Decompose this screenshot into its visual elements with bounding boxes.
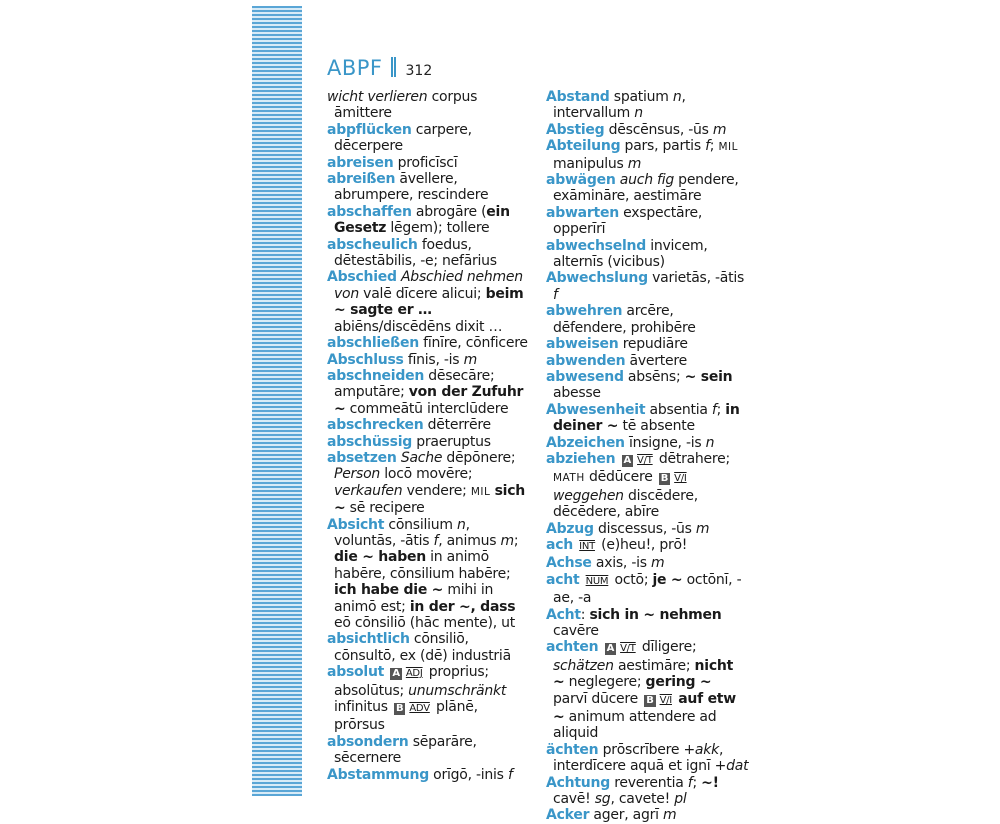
dictionary-entry <box>327 517 530 632</box>
entry-text <box>598 639 602 655</box>
page-header <box>327 56 432 86</box>
entry-text: +akk <box>683 741 719 758</box>
entry-text: MIL <box>718 141 738 154</box>
header-separator <box>391 57 396 77</box>
entry-text: abrogāre ( <box>411 203 487 220</box>
entry-headword: achten <box>546 639 599 656</box>
entry-text: corpus āmittere <box>334 89 478 122</box>
entry-text: valē dīcere alicui; <box>358 285 486 302</box>
entry-headword: absolut <box>327 664 385 681</box>
entry-text: prōscrībere <box>598 741 684 758</box>
dictionary-entry <box>546 138 749 172</box>
grammar-label: NUM <box>585 575 609 587</box>
entry-text: repudiāre <box>618 336 688 353</box>
entry-text: m <box>712 121 727 138</box>
entry-text: infinitus <box>334 699 392 716</box>
entry-text: proficīscī <box>393 154 458 171</box>
entry-text: cavē! <box>553 791 595 808</box>
entry-text: sg <box>594 791 611 808</box>
entry-headword: Abstand <box>546 89 610 105</box>
entry-headword: Abzug <box>546 520 594 537</box>
dictionary-entry <box>546 775 749 808</box>
entry-text: dēscēnsus, -ūs <box>604 121 713 138</box>
entry-headword: Abschluss <box>327 351 404 368</box>
dictionary-entry <box>546 336 749 352</box>
entry-text: m <box>500 532 514 549</box>
entry-text: dēpōnere; <box>442 449 516 466</box>
dictionary-entry <box>546 238 749 271</box>
entry-text: ; <box>716 401 726 418</box>
grammar-label: V/I <box>659 694 672 706</box>
sense-marker: A <box>392 668 400 680</box>
entry-text: ~! <box>701 774 719 791</box>
entry-text: discessus, -ūs <box>593 520 696 537</box>
entry-text: octō; <box>610 571 653 588</box>
sense-marker: B <box>660 473 669 485</box>
entry-text: reverentia <box>610 774 688 791</box>
entry-text: f <box>711 401 717 418</box>
entry-text: , cavete! <box>610 791 675 808</box>
entry-text: neglegere; <box>564 674 646 691</box>
entry-text: invicem, alternīs (vicibus) <box>553 237 708 271</box>
dictionary-entry <box>546 537 749 555</box>
grammar-label: V/I <box>674 473 687 485</box>
entry-text: m <box>651 555 665 572</box>
entry-text: abiēns/discēdēns dixit … <box>334 318 503 335</box>
entry-text: von der Zufuhr ~ <box>334 384 524 417</box>
entry-text: axis, -is <box>591 555 652 572</box>
entry-text: n <box>456 516 466 533</box>
entry-text: dēterrēre <box>423 417 491 434</box>
entry-headword: abscheulich <box>327 236 418 253</box>
entry-text: m <box>463 351 477 368</box>
entry-text: , intervallum <box>553 89 686 122</box>
dictionary-entry <box>327 767 530 783</box>
entry-text: : <box>580 606 590 623</box>
dictionary-entry <box>327 417 530 433</box>
entry-text: āvertere <box>625 352 687 369</box>
entry-text: discēdere, dēcēdere, abīre <box>553 487 698 521</box>
entry-text: gering ~ <box>645 674 712 691</box>
entry-text: ein Gesetz <box>334 203 510 237</box>
entry-headword: abwehren <box>546 303 623 320</box>
entry-text: m <box>662 807 677 824</box>
entry-headword: abreißen <box>327 171 396 188</box>
dictionary-entry <box>546 270 749 303</box>
entry-text: Abschied nehmen von <box>334 269 523 302</box>
entry-text: , interdīcere aquā et ignī <box>553 741 724 775</box>
entry-text: commeātū interclūdere <box>345 400 509 417</box>
entry-headword: Abzeichen <box>546 434 625 451</box>
entry-headword: Abwechslung <box>546 270 648 287</box>
grammar-label: ADV <box>409 703 430 715</box>
entry-headword: Abschied <box>327 269 397 286</box>
entry-text: orīgō, -inis <box>428 766 508 783</box>
entry-headword: ach <box>546 536 573 553</box>
entry-text: schätzen <box>553 657 614 674</box>
entry-text: f <box>553 286 558 303</box>
entry-text: cōnsiliō, cōnsultō, ex (dē) industriā <box>334 631 511 664</box>
entry-headword: abwarten <box>546 204 619 221</box>
entry-text: ; <box>709 138 719 155</box>
entry-text: ; <box>513 532 519 549</box>
entry-text: unumschränkt <box>408 682 507 699</box>
dictionary-entry <box>546 639 749 741</box>
dictionary-entry <box>327 664 530 734</box>
dictionary-column-left <box>327 89 530 783</box>
entry-headword: Abstieg <box>546 121 605 138</box>
dictionary-entry <box>546 402 749 435</box>
dictionary-entry <box>327 237 530 270</box>
entry-text: āvellere, abrumpere, rescindere <box>334 171 489 204</box>
entry-headword: acht <box>546 571 580 588</box>
entry-text: plānē, prōrsus <box>334 699 478 734</box>
sense-marker: B <box>395 703 404 715</box>
decorative-stripe-bar <box>252 6 302 796</box>
entry-headword: abreisen <box>327 154 394 171</box>
entry-text: pendere, exāmināre, aestimāre <box>553 172 739 205</box>
entry-headword: Acht <box>546 606 581 623</box>
dictionary-entry <box>327 734 530 767</box>
page-number: 312 <box>405 63 433 79</box>
entry-text: f <box>687 774 693 791</box>
entry-text: cōnsilium <box>384 516 457 533</box>
entry-text: octōnī, -ae, -a <box>553 571 742 607</box>
dictionary-entry <box>546 572 749 607</box>
entry-headword: abschließen <box>327 335 419 352</box>
entry-text: n <box>634 105 643 122</box>
entry-text: dēdūcere <box>584 469 657 486</box>
entry-text: f <box>507 766 513 783</box>
dictionary-entry <box>546 555 749 571</box>
entry-text: fīnis, -is <box>403 351 464 368</box>
dictionary-entry <box>546 807 749 823</box>
dictionary-entry <box>327 631 530 664</box>
entry-headword: abwechselnd <box>546 237 647 254</box>
entry-text: in animō habēre, cōnsilium habēre; <box>334 549 511 582</box>
entry-text: beim ~ sagte er … <box>334 285 524 319</box>
entry-text: absēns; <box>623 368 685 385</box>
entry-text: absentia <box>645 401 712 418</box>
entry-text: lēgem); tollere <box>386 220 490 237</box>
entry-headword: Abstammung <box>327 766 429 783</box>
entry-text: sich in ~ nehmen <box>589 606 722 623</box>
entry-headword: abziehen <box>546 450 616 467</box>
dictionary-entry <box>546 742 749 775</box>
entry-text: Sache <box>400 449 443 466</box>
entry-text: in der ~, dass <box>409 598 516 615</box>
entry-text: +dat <box>714 758 749 775</box>
entry-text: vendere; <box>402 482 471 499</box>
entry-headword: abwenden <box>546 352 626 369</box>
dictionary-entry <box>327 368 530 417</box>
entry-text: sē recipere <box>345 500 425 517</box>
entry-text: pars, partis <box>620 138 706 155</box>
entry-text: exspectāre, opperīrī <box>553 204 703 238</box>
entry-text: f <box>705 138 710 155</box>
dictionary-entry <box>546 369 749 402</box>
entry-text: eō cōnsiliō (hāc mente), ut <box>334 615 516 631</box>
entry-text: nicht ~ <box>553 657 734 691</box>
entry-text: aestimāre; <box>613 657 695 674</box>
entry-text: mihi in animō est; <box>334 582 494 615</box>
entry-headword: abweisen <box>546 336 619 353</box>
entry-text: m <box>627 155 642 172</box>
entry-text: tē absente <box>618 418 695 435</box>
entry-text: manipulus <box>553 155 628 172</box>
entry-text: dētrahere; <box>654 450 730 467</box>
entry-text: m <box>695 520 710 537</box>
entry-headword: Abteilung <box>546 138 621 155</box>
entry-headword: abschrecken <box>327 417 424 434</box>
entry-headword: abpflücken <box>327 121 412 138</box>
entry-text: īnsigne, -is <box>624 434 706 451</box>
sense-marker: A <box>606 643 615 655</box>
entry-text: parvī dūcere <box>553 690 643 707</box>
entry-text: arcēre, dēfendere, prohibēre <box>553 303 696 336</box>
entry-text <box>384 664 388 680</box>
entry-text: dēsecāre; amputāre; <box>334 367 495 401</box>
dictionary-entry <box>546 435 749 451</box>
entry-text: ager, agrī <box>589 807 663 824</box>
entry-headword: abschüssig <box>327 433 413 450</box>
entry-headword: Achtung <box>546 774 610 791</box>
entry-text <box>615 451 619 467</box>
dictionary-entry <box>546 607 749 640</box>
entry-text: weggehen <box>553 487 624 504</box>
entry-text: je ~ <box>652 571 683 588</box>
dictionary-entry <box>327 122 530 155</box>
entry-text: locō movēre; <box>380 466 473 483</box>
dictionary-entry <box>327 352 530 368</box>
entry-text: fīnīre, cōnficere <box>418 335 528 352</box>
entry-headword: abschneiden <box>327 367 425 384</box>
entry-headword: ächten <box>546 741 599 758</box>
entry-text: n <box>672 89 682 105</box>
sense-marker: A <box>623 454 632 466</box>
entry-text: spatium <box>609 89 673 105</box>
entry-text: abesse <box>553 385 601 402</box>
dictionary-entry <box>327 204 530 237</box>
entry-text: ~ sein <box>684 368 733 385</box>
entry-text: n <box>705 434 715 451</box>
entry-text: ; <box>692 774 702 791</box>
entry-text: in deiner ~ <box>553 401 740 435</box>
entry-text: carpere, dēcerpere <box>334 121 472 155</box>
entry-text: auch fig <box>619 172 674 189</box>
entry-headword: Achse <box>546 555 592 572</box>
entry-text: proprius; absolūtus; <box>334 664 489 699</box>
dictionary-entry <box>327 434 530 450</box>
dictionary-entry <box>546 89 749 122</box>
entry-text: , voluntās, -ātis <box>334 516 470 549</box>
grammar-label: ADJ <box>405 668 423 680</box>
entry-headword: Absicht <box>327 516 385 533</box>
dictionary-entry <box>327 335 530 351</box>
grammar-label: V/T <box>637 454 653 466</box>
dictionary-entry <box>546 451 749 521</box>
entry-text: sēparāre, sēcernere <box>334 733 477 767</box>
dictionary-entry <box>327 269 530 335</box>
dictionary-entry <box>546 353 749 369</box>
entry-headword: abwägen <box>546 172 616 189</box>
grammar-label: INT <box>579 540 595 552</box>
entry-text: praeruptus <box>412 433 491 450</box>
entry-text <box>573 537 577 553</box>
entry-text: pl <box>674 791 687 808</box>
entry-text: cavēre <box>553 623 599 639</box>
running-headword: ABPF <box>327 56 383 80</box>
entry-headword: absondern <box>327 733 409 750</box>
entry-text: animum attendere ad aliquid <box>553 709 717 742</box>
entry-text: auf etw ~ <box>553 690 736 726</box>
dictionary-entry <box>327 89 530 122</box>
entry-text: verkaufen <box>334 482 403 499</box>
sense-marker: B <box>646 694 654 706</box>
entry-text: foedus, dētestābilis, -e; nefārius <box>334 236 497 270</box>
dictionary-column-right <box>546 89 749 824</box>
entry-text: sich ~ <box>334 482 525 517</box>
dictionary-entry <box>546 172 749 205</box>
entry-text: die ~ haben <box>334 549 426 566</box>
entry-headword: Acker <box>546 807 590 824</box>
entry-text: dīligere; <box>637 639 697 656</box>
entry-text: MIL <box>470 485 491 498</box>
dictionary-entry <box>546 521 749 537</box>
dictionary-entry <box>546 122 749 138</box>
dictionary-entry <box>327 155 530 171</box>
entry-text: varietās, -ātis <box>647 270 745 287</box>
dictionary-entry <box>546 303 749 336</box>
entry-text: f <box>433 532 439 549</box>
dictionary-entry <box>327 450 530 517</box>
entry-text: , animus <box>438 532 501 549</box>
entry-text: MATH <box>553 472 585 485</box>
entry-headword: absetzen <box>327 449 397 466</box>
entry-text <box>579 572 583 588</box>
entry-text: (e)heu!, prō! <box>596 536 688 553</box>
entry-headword: abschaffen <box>327 203 412 220</box>
entry-headword: absichtlich <box>327 631 410 648</box>
entry-text: Person <box>334 466 381 483</box>
entry-text: ich habe die ~ <box>334 582 444 599</box>
entry-headword: Abwesenheit <box>546 401 646 418</box>
entry-headword: abwesend <box>546 368 624 385</box>
dictionary-entry <box>546 205 749 238</box>
grammar-label: V/T <box>620 643 636 655</box>
entry-text: wicht verlieren <box>327 89 428 105</box>
dictionary-entry <box>327 171 530 204</box>
